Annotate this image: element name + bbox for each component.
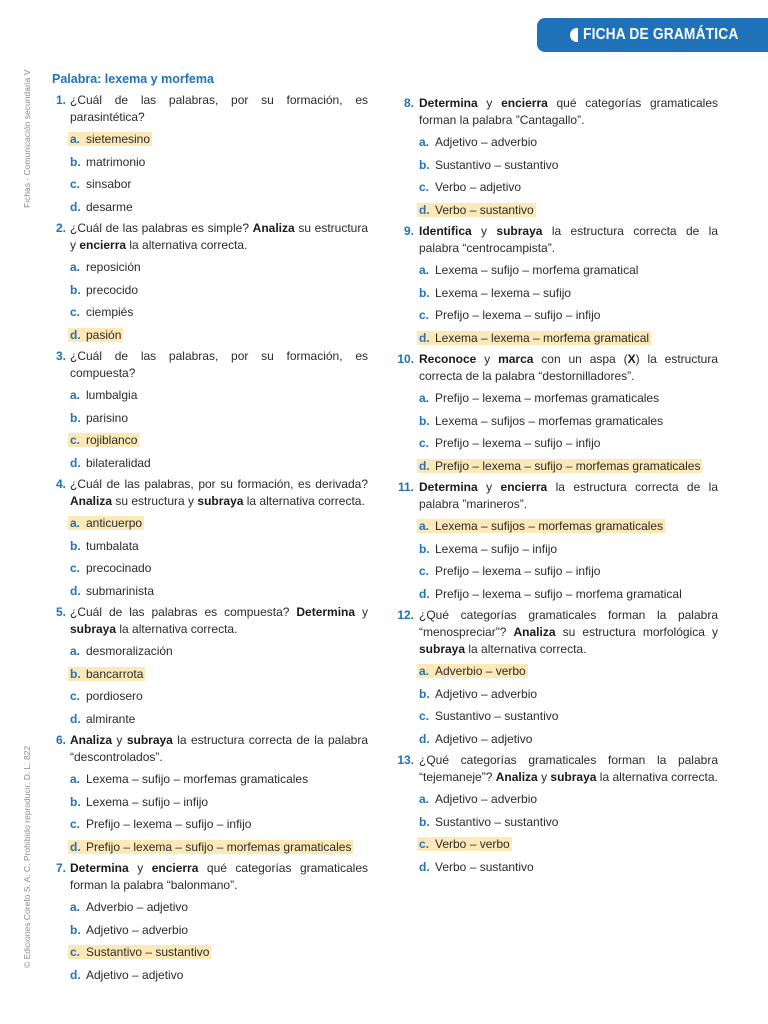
question-prompt xyxy=(52,92,368,126)
question-keyword: subraya xyxy=(70,622,117,636)
option[interactable] xyxy=(52,685,368,708)
option-list xyxy=(394,387,718,477)
option[interactable] xyxy=(394,282,718,305)
option-highlighted[interactable] xyxy=(394,455,718,478)
question-text xyxy=(70,92,368,126)
option-text: Lexema – lexema – morfema gramatical xyxy=(435,330,650,345)
question-text-part: ) la estructura correcta de la palabra “destornilladores”. xyxy=(419,352,719,383)
option-highlighted[interactable] xyxy=(52,512,368,535)
option-letter: a. xyxy=(70,388,81,403)
option-list xyxy=(394,515,718,605)
option-text: Adjetivo – adjetivo xyxy=(435,731,533,746)
option-text: Adjetivo – adverbio xyxy=(435,135,538,150)
question-number: 12. xyxy=(397,608,414,622)
question-text-part: ¿Cuál de las palabras, por su formación, es compuesta? xyxy=(70,349,368,380)
option[interactable] xyxy=(394,432,718,455)
question-text-part: qué categorías gramaticales forman la palabra ”Cantagallo”. xyxy=(419,96,718,127)
option-text: ciempiés xyxy=(86,305,134,320)
option[interactable] xyxy=(52,384,368,407)
question-number: 6. xyxy=(55,733,66,747)
option-letter: a. xyxy=(70,772,81,787)
question-keyword: Determina xyxy=(419,96,478,110)
question-number: 7. xyxy=(55,861,66,875)
left-column xyxy=(52,68,368,988)
question-text-part: y xyxy=(471,224,497,238)
question-text xyxy=(70,220,368,254)
option[interactable] xyxy=(394,811,718,834)
question-text-part: la alternativa correcta. xyxy=(116,622,238,636)
option-letter: a. xyxy=(419,263,430,278)
option-text: Lexema – sufijos – morfemas gramaticales xyxy=(435,519,664,534)
question-5 xyxy=(52,604,368,730)
option-letter: d. xyxy=(70,199,81,214)
question-text xyxy=(419,479,718,513)
option-letter: a. xyxy=(419,135,430,150)
question-text xyxy=(70,860,368,894)
option-letter: b. xyxy=(70,538,81,553)
option-letter: a. xyxy=(70,900,81,915)
question-3 xyxy=(52,348,368,474)
option[interactable] xyxy=(52,580,368,603)
option-text: Verbo – sustantivo xyxy=(435,202,534,217)
option-highlighted[interactable] xyxy=(394,660,718,683)
option-text: Sustantivo – sustantivo xyxy=(435,709,559,724)
option-letter: d. xyxy=(68,328,86,342)
question-prompt xyxy=(394,752,718,786)
option-letter: c. xyxy=(70,177,81,192)
question-2 xyxy=(52,220,368,346)
option-text: Sustantivo – sustantivo xyxy=(435,814,559,829)
question-10 xyxy=(394,351,718,477)
option-list xyxy=(52,896,368,986)
question-text-part: ¿Cuál de las palabras, por su formación, es parasintética? xyxy=(70,93,368,124)
option-letter: a. xyxy=(419,391,430,406)
option[interactable] xyxy=(52,196,368,219)
option[interactable] xyxy=(52,768,368,791)
option-letter: c. xyxy=(419,709,430,724)
option-text: Lexema – sufijos – morfemas gramaticales xyxy=(435,413,664,428)
question-text-part: ¿Qué categorías gramaticales forman la palabra “menospreciar”? xyxy=(419,608,718,639)
option-highlighted[interactable] xyxy=(52,941,368,964)
option-highlighted[interactable] xyxy=(394,833,718,856)
question-keyword: X xyxy=(627,352,636,366)
option[interactable] xyxy=(394,583,718,606)
option-text: Prefijo – lexema – sufijo – infijo xyxy=(435,564,601,579)
option[interactable] xyxy=(52,919,368,942)
question-6 xyxy=(52,732,368,858)
option-letter: a. xyxy=(70,644,81,659)
question-keyword: Determina xyxy=(419,480,478,494)
option-highlighted[interactable] xyxy=(52,836,368,859)
option-text: submarinista xyxy=(86,583,155,598)
question-prompt xyxy=(394,95,718,129)
option-letter: b. xyxy=(419,285,430,300)
option-highlighted[interactable] xyxy=(394,515,718,538)
question-text-part: y xyxy=(476,352,499,366)
option[interactable] xyxy=(394,131,718,154)
option[interactable] xyxy=(394,538,718,561)
option[interactable] xyxy=(394,728,718,751)
question-text-part: la alternativa correcta. xyxy=(596,770,718,784)
option-text: bilateralidad xyxy=(86,455,151,470)
option-text: Sustantivo – sustantivo xyxy=(435,157,559,172)
question-text-part: ¿Cuál de las palabras es simple? xyxy=(70,221,253,235)
option-letter: b. xyxy=(419,541,430,556)
option-list xyxy=(52,512,368,602)
option-text: Adjetivo – adjetivo xyxy=(86,967,184,982)
option-text: Verbo – sustantivo xyxy=(435,859,534,874)
question-prompt xyxy=(52,476,368,510)
question-8 xyxy=(394,95,718,221)
question-text-part: ¿Qué categorías gramaticales forman la palabra “tejemaneje”? xyxy=(419,753,718,784)
option-letter: b. xyxy=(419,686,430,701)
option-text: Adjetivo – adverbio xyxy=(435,686,538,701)
option[interactable] xyxy=(52,557,368,580)
option-text: Prefijo – lexema – sufijo – morfemas gramaticales xyxy=(435,458,701,473)
option-text: Sustantivo – sustantivo xyxy=(86,945,210,960)
option-letter: a. xyxy=(417,664,435,678)
option-text: pasión xyxy=(86,327,122,342)
question-keyword: encierra xyxy=(151,861,199,875)
question-keyword: encierra xyxy=(501,96,548,110)
question-text-part: y xyxy=(128,861,152,875)
option-letter: b. xyxy=(419,814,430,829)
option[interactable] xyxy=(52,301,368,324)
option[interactable] xyxy=(52,535,368,558)
question-text-part: ¿Cuál de las palabras es compuesta? xyxy=(70,605,297,619)
option[interactable] xyxy=(52,964,368,987)
question-number: 2. xyxy=(55,221,66,235)
option-letter: d. xyxy=(417,459,435,473)
question-number: 8. xyxy=(403,96,414,110)
option-text: Prefijo – lexema – sufijo – infijo xyxy=(435,308,601,323)
question-number: 3. xyxy=(55,349,66,363)
question-text-part: la estructura correcta de la palabra ”marineros”. xyxy=(419,480,718,511)
option-text: Lexema – sufijo – infijo xyxy=(435,541,558,556)
question-prompt xyxy=(394,479,718,513)
question-prompt xyxy=(52,604,368,638)
option-letter: c. xyxy=(70,561,81,576)
tab-title: FICHA DE GRAMÁTICA xyxy=(583,26,739,43)
option-text: pordiosero xyxy=(86,689,143,704)
question-text xyxy=(70,604,368,638)
option-text: parisino xyxy=(86,410,129,425)
option-letter: b. xyxy=(419,413,430,428)
option[interactable] xyxy=(52,813,368,836)
option-letter: c. xyxy=(70,689,81,704)
question-number: 13. xyxy=(397,753,414,767)
question-text-part: su estructura y xyxy=(112,494,198,508)
question-text-part: y xyxy=(355,605,368,619)
option[interactable] xyxy=(52,279,368,302)
option[interactable] xyxy=(52,452,368,475)
option-letter: c. xyxy=(419,436,430,451)
question-keyword: subraya xyxy=(126,733,173,747)
question-text xyxy=(70,476,368,510)
option-text: anticuerpo xyxy=(86,516,143,531)
option-letter: a. xyxy=(68,516,86,530)
option-text: precocinado xyxy=(86,561,152,576)
option-list xyxy=(394,788,718,878)
section-title: Palabra: lexema y morfema xyxy=(52,72,214,86)
tab-marker-icon xyxy=(570,28,578,42)
question-text-part: qué categorías gramaticales forman la palabra “balonmano”. xyxy=(70,861,368,892)
option[interactable] xyxy=(52,256,368,279)
question-prompt xyxy=(394,351,718,385)
option-letter: d. xyxy=(419,586,430,601)
option-letter: c. xyxy=(70,305,81,320)
option-highlighted[interactable] xyxy=(52,663,368,686)
option-letter: d. xyxy=(70,583,81,598)
option[interactable] xyxy=(394,788,718,811)
question-text-part: y xyxy=(477,480,501,494)
header-tab xyxy=(537,18,768,52)
option-list xyxy=(52,128,368,218)
question-13 xyxy=(394,752,718,878)
question-text-part: la estructura correcta de la palabra “descontrolados”. xyxy=(70,733,368,764)
option[interactable] xyxy=(394,176,718,199)
side-text-top: Fichas - Comunicación secundaria V xyxy=(22,69,32,208)
option-text: Adjetivo – adverbio xyxy=(86,922,189,937)
question-text-part: con un aspa ( xyxy=(533,352,628,366)
option-text: Lexema – sufijo – infijo xyxy=(86,794,209,809)
question-text xyxy=(419,95,718,129)
option-letter: c. xyxy=(419,180,430,195)
option-letter: c. xyxy=(68,945,86,959)
option-highlighted[interactable] xyxy=(394,199,718,222)
option-letter: d. xyxy=(70,967,81,982)
question-prompt xyxy=(52,860,368,894)
question-text-part: y xyxy=(112,733,127,747)
option-letter: a. xyxy=(70,260,81,275)
option[interactable] xyxy=(394,856,718,879)
option-text: Prefijo – lexema – sufijo – infijo xyxy=(435,436,601,451)
option-text: matrimonio xyxy=(86,154,146,169)
option-text: sietemesino xyxy=(86,132,151,147)
question-text-part: la alternativa correcta. xyxy=(126,238,248,252)
question-text xyxy=(70,348,368,382)
option-list xyxy=(394,660,718,750)
option-list xyxy=(52,256,368,346)
option-letter: c. xyxy=(419,308,430,323)
option-text: Adverbio – verbo xyxy=(435,664,526,679)
option-letter: b. xyxy=(70,922,81,937)
question-prompt xyxy=(52,220,368,254)
question-keyword: Analiza xyxy=(70,494,113,508)
question-keyword: encierra xyxy=(500,480,548,494)
question-text-part: la alternativa correcta. xyxy=(465,642,587,656)
question-number: 5. xyxy=(55,605,66,619)
option[interactable] xyxy=(394,304,718,327)
question-number: 1. xyxy=(55,93,66,107)
option[interactable] xyxy=(52,151,368,174)
option-letter: d. xyxy=(70,455,81,470)
option[interactable] xyxy=(52,640,368,663)
option-text: desmoralización xyxy=(86,644,173,659)
option[interactable] xyxy=(52,791,368,814)
option[interactable] xyxy=(394,560,718,583)
option[interactable] xyxy=(394,410,718,433)
option-text: rojiblanco xyxy=(86,433,138,448)
question-12 xyxy=(394,607,718,750)
option-text: almirante xyxy=(86,711,136,726)
option-text: bancarrota xyxy=(86,666,144,681)
question-text-part: su estructura morfológica y xyxy=(555,625,718,639)
option-letter: b. xyxy=(70,794,81,809)
question-keyword: Analiza xyxy=(252,221,295,235)
right-question-list xyxy=(394,95,718,878)
option-text: Verbo – adjetivo xyxy=(435,180,522,195)
option-letter: d. xyxy=(419,731,430,746)
question-prompt xyxy=(394,223,718,257)
question-text xyxy=(70,732,368,766)
question-keyword: Analiza xyxy=(513,625,556,639)
question-text-part: la alternativa correcta. xyxy=(243,494,365,508)
option[interactable] xyxy=(394,387,718,410)
option-text: Verbo – verbo xyxy=(435,837,510,852)
question-prompt xyxy=(52,732,368,766)
option-letter: d. xyxy=(419,859,430,874)
option-letter: d. xyxy=(417,331,435,345)
question-keyword: encierra xyxy=(79,238,127,252)
option-letter: a. xyxy=(417,519,435,533)
option-text: Prefijo – lexema – morfemas gramaticales xyxy=(435,391,660,406)
option-text: Prefijo – lexema – sufijo – morfemas gramaticales xyxy=(86,839,352,854)
option-text: reposición xyxy=(86,260,141,275)
question-text xyxy=(419,223,718,257)
question-text-part: la estructura correcta de la palabra “centrocampista”. xyxy=(419,224,718,255)
option-text: lumbalgia xyxy=(86,388,138,403)
option-list xyxy=(394,259,718,349)
question-keyword: subraya xyxy=(197,494,244,508)
option-list xyxy=(52,768,368,858)
question-prompt xyxy=(394,607,718,658)
option-text: Lexema – sufijo – morfema gramatical xyxy=(435,263,639,278)
question-prompt xyxy=(52,348,368,382)
option-letter: c. xyxy=(419,564,430,579)
left-question-list xyxy=(52,92,368,986)
option-letter: a. xyxy=(419,792,430,807)
question-keyword: Analiza xyxy=(495,770,538,784)
option[interactable] xyxy=(394,154,718,177)
side-text-bottom: © Ediciones Corefo S. A. C. Prohibido reproducir. D. L. 822 xyxy=(22,745,32,968)
question-keyword: Determina xyxy=(70,861,129,875)
option[interactable] xyxy=(52,407,368,430)
right-column xyxy=(394,95,718,880)
option-highlighted[interactable] xyxy=(394,327,718,350)
option[interactable] xyxy=(394,705,718,728)
option-letter: c. xyxy=(417,837,435,851)
question-text-part: y xyxy=(537,770,551,784)
question-number: 10. xyxy=(397,352,414,366)
question-number: 4. xyxy=(55,477,66,491)
question-keyword: Reconoce xyxy=(419,352,477,366)
option-text: tumbalata xyxy=(86,538,139,553)
option-list xyxy=(52,384,368,474)
question-text-part: y xyxy=(477,96,502,110)
option-text: Adverbio – adjetivo xyxy=(86,900,189,915)
option-text: Prefijo – lexema – sufijo – infijo xyxy=(86,817,252,832)
question-text-part: su estructura y xyxy=(70,221,368,252)
option-letter: d. xyxy=(417,203,435,217)
option-highlighted[interactable] xyxy=(52,128,368,151)
question-keyword: Analiza xyxy=(70,733,113,747)
option-letter: a. xyxy=(68,132,86,146)
question-keyword: subraya xyxy=(550,770,597,784)
option-letter: b. xyxy=(419,157,430,172)
question-text-part: ¿Cuál de las palabras, por su formación, es derivada? xyxy=(70,477,368,491)
option-text: Lexema – sufijo – morfemas gramaticales xyxy=(86,772,309,787)
option-text: desarme xyxy=(86,199,133,214)
question-keyword: Determina xyxy=(296,605,356,619)
option-letter: d. xyxy=(68,840,86,854)
question-keyword: marca xyxy=(498,352,534,366)
option-list xyxy=(394,131,718,221)
option-letter: b. xyxy=(68,667,86,681)
option[interactable] xyxy=(52,708,368,731)
question-7 xyxy=(52,860,368,986)
option-highlighted[interactable] xyxy=(52,429,368,452)
option-list xyxy=(52,640,368,730)
question-11 xyxy=(394,479,718,605)
option-letter: b. xyxy=(70,410,81,425)
option-letter: b. xyxy=(70,154,81,169)
option-letter: c. xyxy=(70,817,81,832)
option[interactable] xyxy=(394,683,718,706)
question-text xyxy=(419,752,718,786)
question-1 xyxy=(52,92,368,218)
question-number: 11. xyxy=(397,480,414,494)
question-text xyxy=(419,607,718,658)
question-keyword: Identifica xyxy=(419,224,472,238)
option-text: Lexema – lexema – sufijo xyxy=(435,285,572,300)
option-letter: d. xyxy=(70,711,81,726)
question-4 xyxy=(52,476,368,602)
question-9 xyxy=(394,223,718,349)
question-text xyxy=(419,351,718,385)
option-text: Adjetivo – adverbio xyxy=(435,792,538,807)
option-text: Prefijo – lexema – sufijo – morfema gramatical xyxy=(435,586,682,601)
option-letter: b. xyxy=(70,282,81,297)
question-number: 9. xyxy=(403,224,414,238)
question-keyword: subraya xyxy=(496,224,543,238)
option-text: sinsabor xyxy=(86,177,132,192)
option-text: precocido xyxy=(86,282,139,297)
option-letter: c. xyxy=(68,433,86,447)
option-highlighted[interactable] xyxy=(52,324,368,347)
option[interactable] xyxy=(52,896,368,919)
option[interactable] xyxy=(52,173,368,196)
question-keyword: subraya xyxy=(419,642,466,656)
option[interactable] xyxy=(394,259,718,282)
